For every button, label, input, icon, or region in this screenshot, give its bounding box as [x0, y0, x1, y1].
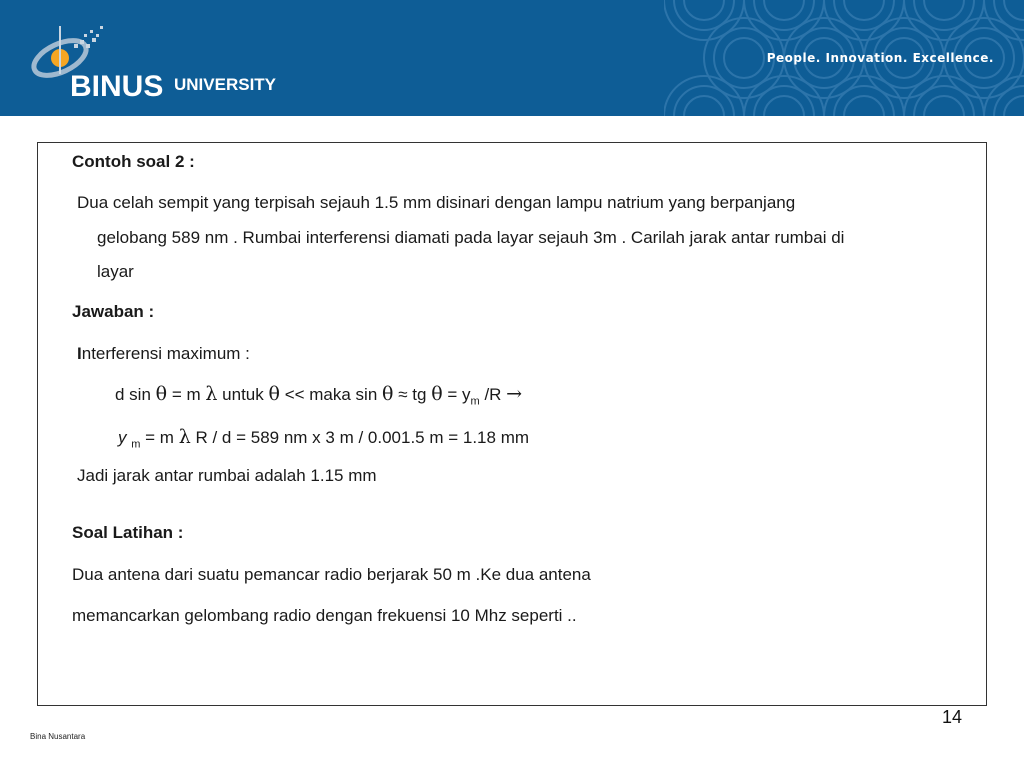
formula1-equals-y: = y — [447, 385, 471, 404]
header-tagline: People. Innovation. Excellence. — [766, 51, 994, 65]
exercise-text-line1: Dua antena dari suatu pemancar radio berjarak 50 m .Ke dua antena — [72, 565, 591, 584]
theta-symbol-3: θ — [382, 383, 394, 405]
theta-symbol-2: θ — [268, 383, 280, 405]
interference-line — [77, 344, 250, 364]
footer-organization: Bina Nusantara — [30, 732, 86, 741]
interference-first-letter: I — [77, 344, 82, 363]
formula1-d-sin: d sin — [115, 385, 151, 404]
answer-heading: Jawaban : — [72, 302, 155, 321]
formula2-y: y — [118, 428, 127, 447]
problem-text-line3: layar — [97, 262, 134, 281]
formula-line1 — [115, 383, 522, 407]
formula-line2 — [118, 426, 529, 450]
formula1-untuk: untuk — [222, 385, 264, 404]
binus-university-logo — [18, 18, 318, 108]
exercise-heading: Soal Latihan : — [72, 523, 184, 542]
header-banner — [0, 0, 1024, 116]
formula1-equals-m: = m — [171, 385, 201, 404]
formula2-result: R / d = 589 nm x 3 m / 0.001.5 m = 1.18 mm — [195, 428, 530, 447]
theta-symbol-4: θ — [431, 383, 443, 405]
example-heading: Contoh soal 2 : — [72, 152, 195, 171]
conclusion-text: Jadi jarak antar rumbai adalah 1.15 mm — [77, 466, 377, 485]
theta-symbol: θ — [155, 383, 168, 405]
problem-text-line1: Dua celah sempit yang terpisah sejauh 1.5 mm disinari dengan lampu natrium yang berpanjang — [77, 193, 796, 212]
formula1-subscript-m: m — [470, 395, 480, 408]
formula2-subscript-m: m — [131, 438, 141, 451]
formula1-over-r: /R — [484, 385, 502, 404]
exercise-text-line2: memancarkan gelombang radio dengan frekuensi 10 Mhz seperti .. — [72, 606, 577, 625]
formula1-approx-tg: ≈ tg — [398, 385, 427, 404]
svg-text:BINUS: BINUS — [70, 70, 164, 103]
svg-text:UNIVERSITY: UNIVERSITY — [174, 75, 277, 94]
problem-text-line2: gelobang 589 nm . Rumbai interferensi diamati pada layar sejauh 3m . Carilah jarak antar rumbai di — [97, 228, 845, 247]
right-arrow-icon: → — [506, 383, 523, 405]
formula2-equals-m: = m — [145, 428, 174, 447]
lambda-symbol-2: λ — [178, 426, 191, 448]
interference-text: nterferensi maximum : — [81, 344, 250, 363]
lambda-symbol: λ — [205, 383, 218, 405]
formula1-maka-sin: << maka sin — [284, 385, 378, 404]
page-number: 14 — [941, 707, 962, 727]
